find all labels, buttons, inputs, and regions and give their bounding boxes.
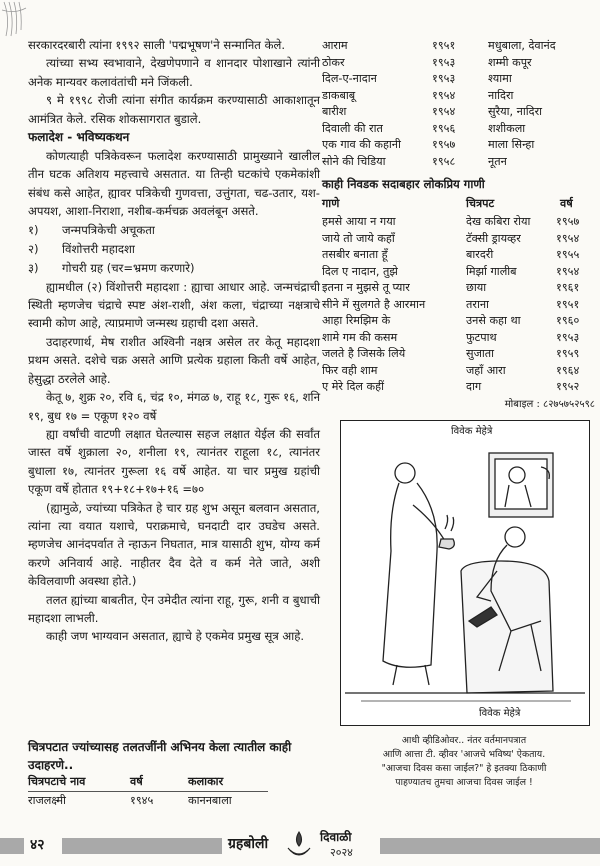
paragraph: ह्या वर्षांची वाटणी लक्षात घेतल्यास सहज लक्षात येईल की सर्वांत जास्त वर्षे शुक्राला २०, शनीला १९, त्यानंतर राहूला १८, त्यानंतर बुधाला १७, त्यानंतर गुरूला १६ वर्षे आहेत. या चार प्रमुख ग्रहांची एकूण वर्षे होतात १९+१८+१७+१६ =७०	[28, 426, 320, 497]
table-row: एक गाव की कहानी १९५७ माला सिन्हा	[322, 138, 535, 151]
table-row: दिवाली की रात १९५६ शशीकला	[322, 121, 526, 135]
lamp-icon	[286, 828, 312, 862]
table-row: सोने की चिडिया १९५८ नूतन	[322, 154, 507, 168]
footer-bar	[62, 838, 222, 854]
cartoon-caption	[340, 734, 588, 790]
table-row: डाकबाबू १९५४ नादिरा	[322, 88, 514, 102]
list-item: १) जन्मपत्रिकेची अचूकता	[28, 222, 155, 237]
list-item: सीने में सुलगते है आरमान तराना १९५१	[322, 297, 580, 311]
issue-year: २०२४	[330, 846, 353, 859]
divider	[28, 791, 268, 792]
list-item: फिर वही शाम जहाँ आरा १९६४	[322, 363, 580, 377]
film-table-header: चित्रपटाचे नाव वर्ष कलाकार	[28, 775, 224, 788]
film-list	[322, 38, 592, 170]
list-item: २) विंशोत्तरी महादशा	[28, 241, 135, 256]
list-item: हमसे आया न गया देख कबिरा रोया १९५७	[322, 215, 580, 228]
mobile-number: मोबाइल : ८२७५७५२५९८	[504, 399, 595, 410]
cartoon-signature: विवेक मेहेत्रे	[479, 708, 521, 719]
songs-heading: काही निवडक सदाबहार लोकप्रिय गाणी	[322, 177, 485, 191]
list-item: तसबीर बनाता हूँ बारदरी १९५५	[322, 248, 580, 261]
table-row: दिल-ए-नादान १९५३ श्यामा	[322, 72, 512, 85]
table-row: राजलक्ष्मी १९४५ काननबाला	[28, 794, 232, 807]
paragraph: ९ मे १९९८ रोजी त्यांना संगीत कार्यक्रम करण्यासाठी आकाशातून आमंत्रित केले. रसिक शोकसागरात बुडाले.	[28, 93, 320, 126]
film-heading: चित्रपटात ज्यांच्यासह तलतजींनी अभिनय केला त्यातील काही उदाहरणे..	[28, 740, 292, 772]
paragraph: त्यांच्या सभ्य स्वभावाने, देखणेपणाने व शानदार पोशाखाने त्यांनी अनेक मान्यवर कलावंतांची मने जिंकली.	[28, 56, 320, 89]
page-footer	[0, 826, 600, 866]
paragraph: केतू ७, शुक्र २०, रवि ६, चंद्र १०, मंगळ ७, राहू १८, गुरू १६, शनि १९, बुध १७ = एकूण १२० वर्षे	[28, 390, 320, 423]
caption-line: आणि आत्ता टी. व्हीवर 'आजचे भविष्य' ऐकताय.	[382, 749, 546, 760]
table-row: बारीश १९५४ सुरैया, नादिरा	[322, 105, 543, 118]
list-item: ए मेरे दिल कहीं दाग १९५२	[322, 380, 580, 393]
list-item: दिल ए नादान, तुझे मिर्झा गालीब १९५४	[322, 264, 580, 278]
list-item: शामे गम की कसम फुटपाथ १९५३	[322, 330, 580, 344]
cartoon	[340, 420, 590, 726]
footer-bar	[0, 838, 24, 854]
list-item: ३) गोचरी ग्रह (चर=भ्रमण करणारे)	[28, 260, 195, 275]
paragraph: (ह्यामुळे, ज्यांच्या पत्रिकेत हे चार ग्रह शुभ असून बलवान असतात, त्यांना त्या वयात यशाचे, पराक्रमाचे, घनदाटी दार उघडेच असते. म्हणजेच आनंदपर्वात ते न्हाऊन निघतात, मात्र यासाठी शुभ, योग्य कर्म करणे अनिवार्य आहे. नाहीतर दैव देते व कर्म नेते जाते, अशी केविलवाणी अवस्था होते.)	[28, 500, 320, 589]
paragraph: काही जण भाग्यवान असतात, ह्याचे हे एकमेव प्रमुख सूत्र आहे.	[46, 629, 305, 644]
paragraph: तलत ह्यांच्या बाबतीत, ऐन उमेदीत त्यांना राहू, गुरू, शनी व बुधाची महादशा लाभली.	[28, 592, 320, 625]
footer-bar	[380, 838, 600, 854]
issue-name: दिवाळी	[320, 830, 352, 844]
page-number: ४२	[30, 837, 45, 853]
magazine-name: ग्रहबोली	[228, 836, 269, 852]
caption-line: पाहण्यातच तुमचा आजचा दिवस जाईल !	[395, 777, 533, 788]
paragraph: कोणत्याही पत्रिकेवरून फलादेश करण्यासाठी प्रामुख्याने खालील तीन घटक अतिशय महत्त्वाचे असतात. या तिन्ही घटकांचे एकमेकांशी संबंध कसे आहेत, ह्यावर पत्रिकेची गुणवत्ता, उत्तुंगता, चढ-उतार, यश-अपयश, आशा-निराशा, नशीब-कर्मचक्र अवलंबून असते.	[28, 149, 320, 219]
list-item: इतना न मुझसे तू प्यार छाया १९६१	[322, 281, 580, 294]
song-list	[322, 214, 592, 396]
songs-header: गाणे चित्रपट वर्ष	[322, 197, 573, 210]
caption-line: "आजचा दिवस कसा जाईल?" हे इतक्या ठिकाणी	[381, 763, 547, 774]
paragraph: सरकारदरबारी त्यांना १९९२ साली 'पद्मभूषण'ने सन्मानित केले.	[28, 38, 286, 52]
list-item: जाये तो जाये कहाँ टॅक्सी ड्रायव्हर १९५४	[322, 231, 580, 245]
cartoon-illustration	[341, 421, 589, 725]
caption-line: आधी व्हीडिओवर.. नंतर वर्तमानपत्रात	[401, 735, 527, 746]
table-row: ठोकर १९५३ शम्मी कपूर	[322, 55, 532, 69]
paragraph: ह्यामधील (२) विंशोत्तरी महादशा : ह्याचा आधार आहे. जन्मचंद्राची स्थिती म्हणजेच चंद्राचे स्पष्ट अंश-राशी, अंश कला, चंद्राच्या नक्षत्राचे स्वामी कोण आहे, त्याप्रमाणे जन्मस्थ ग्रहाची दशा असते.	[28, 279, 320, 331]
list-item: आहा रिमझिम के उनसे कहा था १९६०	[322, 314, 580, 327]
corner-ornament-icon	[0, 0, 30, 40]
list-item: जलते है जिसके लिये सुजाता १९५९	[322, 347, 580, 360]
section-heading: फलादेश - भविष्यकथन	[28, 130, 130, 145]
left-column	[28, 36, 320, 646]
cartoon-signature: विवेक मेहेत्रे	[451, 426, 493, 437]
paragraph: उदाहरणार्थ, मेष राशीत अश्विनी नक्षत्र असेल तर केतू महादशा प्रथम असते. दशेचे चक्र असते आणि प्रत्येक ग्रहाला किती वर्षे आहेत, हेसुद्धा ठरलेले आहे.	[28, 334, 320, 386]
table-row: आराम १९५१ मधुबाला, देवानंद	[322, 39, 556, 52]
